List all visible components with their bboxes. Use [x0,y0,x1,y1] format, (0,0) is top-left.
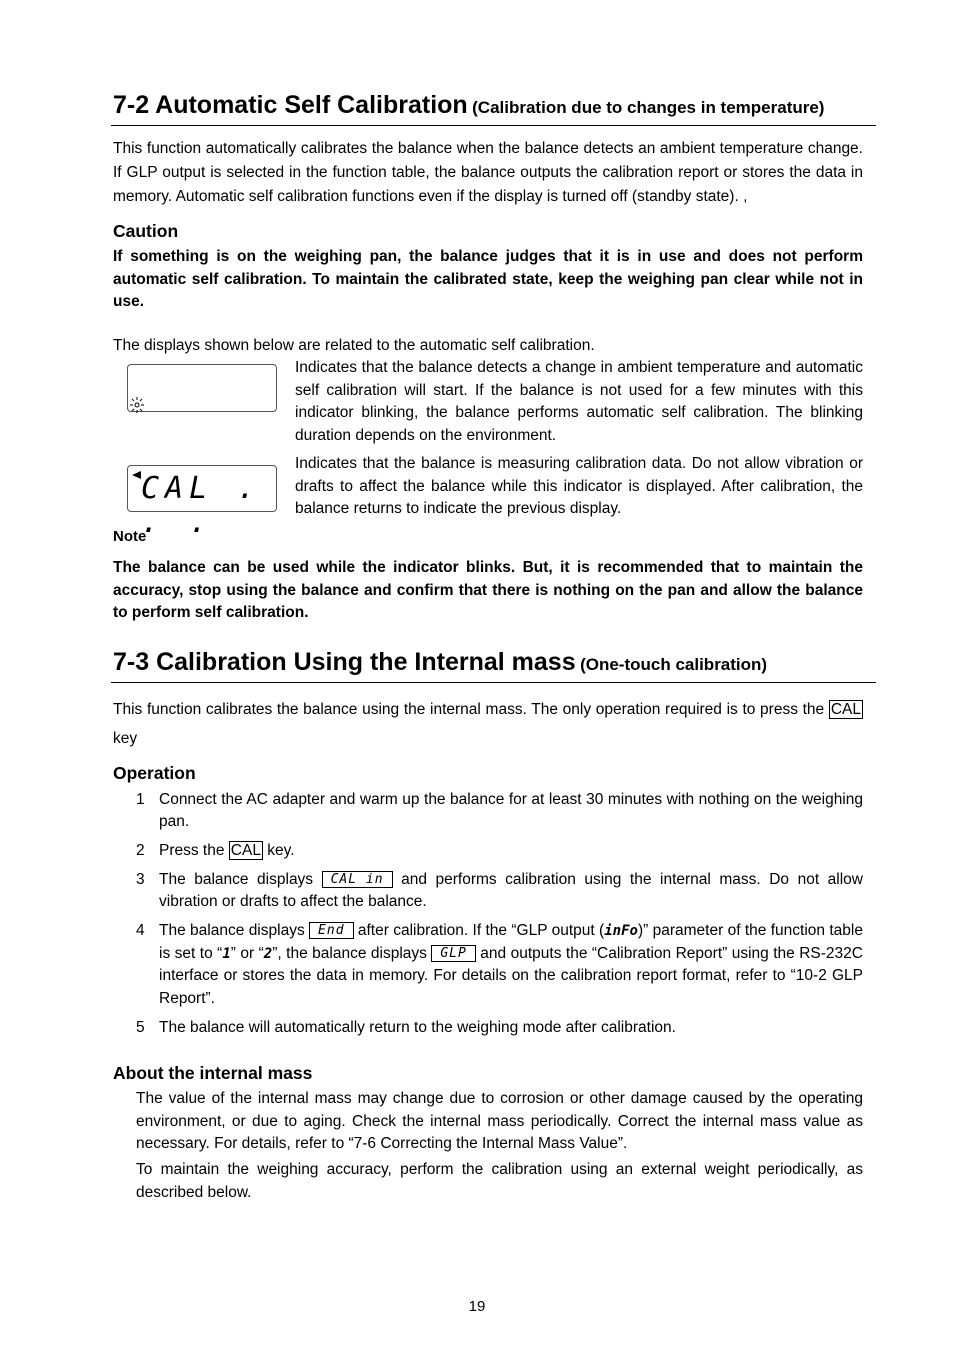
section-subtitle: (Calibration due to changes in temperature) [472,98,825,117]
section-title: 7-3 Calibration Using the Internal mass [113,648,576,676]
lcd-display-indicator [127,364,277,412]
heading-rule [111,125,876,126]
intro-text-end: key [113,730,138,747]
step-text [159,840,863,862]
step-text-part: The balance displays [159,922,305,939]
segment-display-cal-in: CAL in [322,871,393,888]
operation-step [136,869,863,913]
step-number: 2 [136,842,145,859]
note-text: The balance can be used while the indicator blinks. But, it is recommended that to maintain the accuracy, stop using the balance and confirm that there is nothing on the pan and allow the balance to perform self calibration. [113,559,863,621]
caution-text: If something is on the weighing pan, the balance judges that it is in use and does not perform automatic self calibration. To maintain the calibrated state, keep the weighing pan clear while not in use. [113,248,863,310]
page-number: 19 [468,1298,486,1315]
about-paragraph-2: To maintain the weighing accuracy, perform the calibration using an external weight periodically, as described below. [136,1161,863,1201]
section-7-2-intro: This function automatically calibrates the balance when the balance detects an ambient temperature change. If GLP output is selected in the function table, the balance outputs the calibration report or stores the data in memory. Automatic self calibration functions even if the display is turned off (standby state). , [113,140,863,205]
blinking-indicator-icon [129,395,147,415]
section-subtitle: (One-touch calibration) [580,655,768,674]
cal-key-label: CAL [230,842,261,859]
about-paragraph-1: The value of the internal mass may change due to corrosion or other damage caused by the operating environment, or due to aging. Check the internal mass periodically. Correct the internal mass value as necessary. For details, refer to “7-6 Correcting the Internal Mass Value”. [136,1090,863,1152]
operation-step [136,840,863,862]
step-number: 5 [136,1019,145,1036]
step-text-part: and performs calibration using the internal mass. Do not allow vibration or drafts to affect the balance. [159,871,863,910]
step-text-part: key. [267,842,295,859]
operation-step [136,1017,863,1039]
segment-text-info: inFo [604,923,638,939]
operation-step [136,920,863,1010]
step-text-part: The balance displays [159,871,314,888]
segment-display-end: End [309,922,353,939]
step-text: The balance will automatically return to the weighing mode after calibration. [159,1019,676,1036]
heading-rule [111,682,876,683]
cal-key-label: CAL [830,701,861,718]
caution-heading: Caution [113,221,179,241]
step-text-part: )” parameter of the function table is set to “ [159,922,863,962]
segment-text-2: 2 [263,945,273,962]
step-text [159,920,863,1010]
section-title: 7-2 Automatic Self Calibration [113,91,468,119]
step-number: 4 [136,922,145,939]
intro-text: This function calibrates the balance using the internal mass. The only operation required is to press the [113,701,825,718]
step-text-part: ” or “ [230,944,264,962]
display-1-description: Indicates that the balance detects a change in ambient temperature and automatic self calibration will start. If the balance is not used for a few minutes with this indicator blinking, the balance performs automatic self calibration. The blinking duration depends on the environment. [295,359,863,444]
displays-intro: The displays shown below are related to the automatic self calibration. [113,337,595,354]
step-text-part: and outputs the “Calibration Report” using the RS-232C interface or stores the data in memory. For details on the calibration report format, refer to “10-2 GLP Report”. [159,944,863,1007]
operation-heading: Operation [113,763,196,783]
section-7-3-heading [113,648,767,677]
operation-step [136,789,863,833]
lcd-cal-text: CAL . . . [141,471,262,540]
display-2-description: Indicates that the balance is measuring calibration data. Do not allow vibration or drafts to affect the balance while this indicator is displayed. After calibration, the balance returns to indicate the previous display. [295,455,863,517]
section-7-2-heading [113,91,824,120]
segment-text-1: 1 [222,945,231,962]
about-internal-mass-heading: About the internal mass [113,1063,313,1083]
step-number: 3 [136,871,145,888]
step-text-part: after calibration. If the “GLP output ( [357,922,605,939]
step-text-part: ”, the balance displays [272,944,427,962]
segment-display-glp: GLP [431,945,475,962]
lcd-display-cal [127,465,277,540]
step-number: 1 [136,791,145,808]
section-7-3-intro [113,695,863,753]
step-text-part: Press the [159,842,225,859]
note-heading: Note [113,528,147,545]
step-text [159,869,863,913]
step-text: Connect the AC adapter and warm up the balance for at least 30 minutes with nothing on the weighing pan. [159,791,863,830]
